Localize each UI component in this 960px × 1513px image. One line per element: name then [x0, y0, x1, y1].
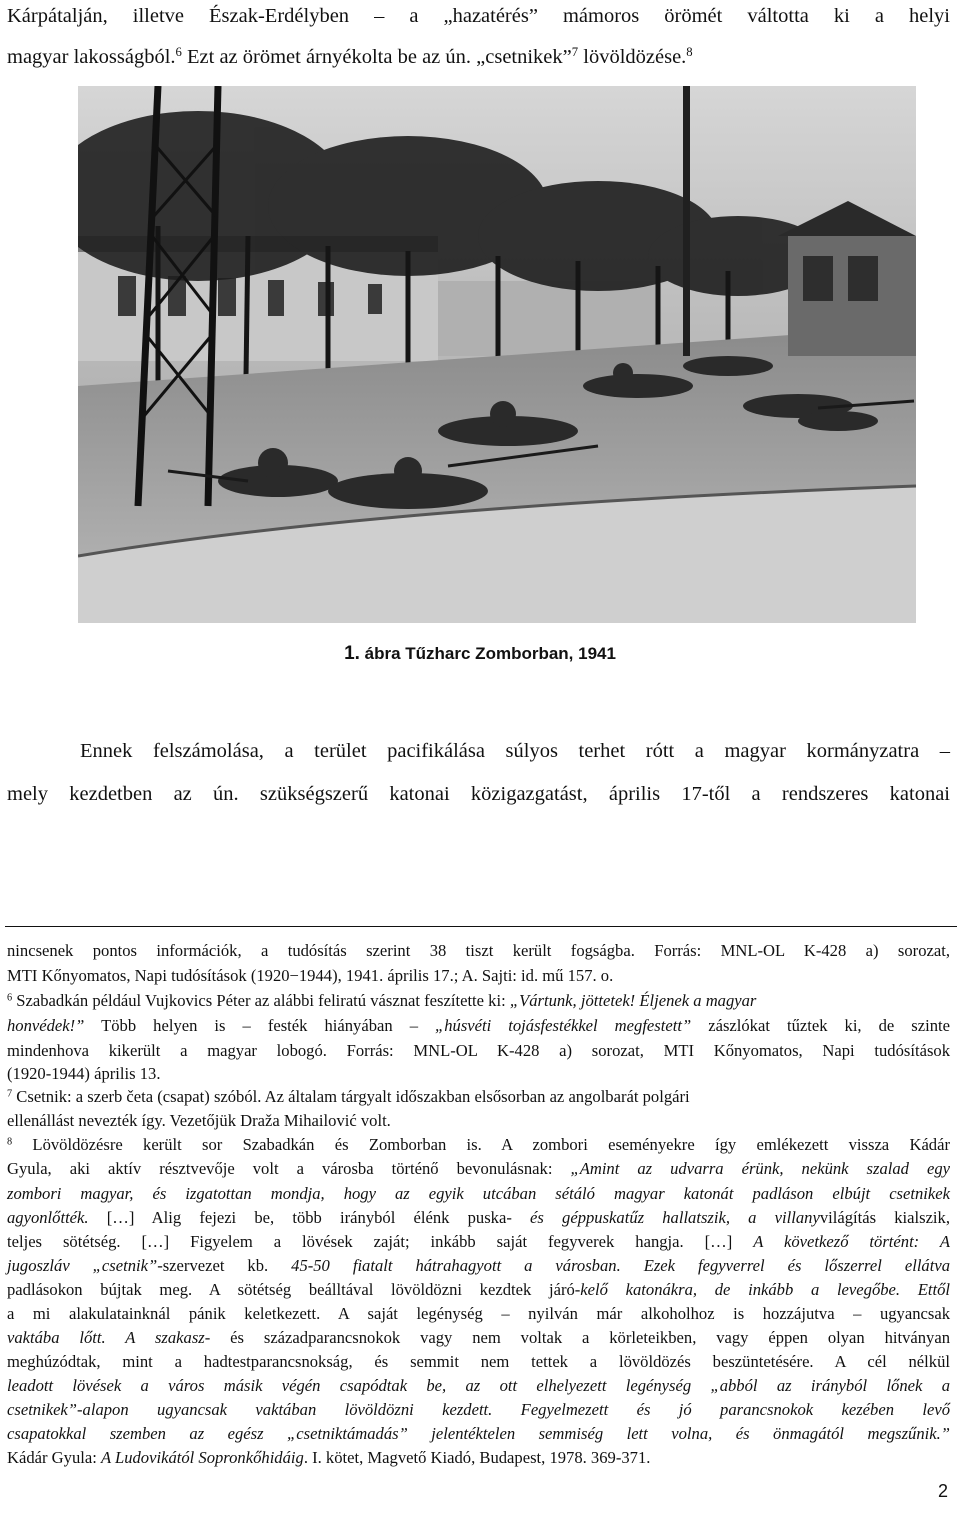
- footnote-ref-7[interactable]: 7: [571, 45, 579, 60]
- page-number: 2: [937, 1481, 948, 1501]
- figure-caption: [0, 642, 960, 666]
- street-battle-photo: [78, 86, 916, 623]
- footnote-number-6: 6: [7, 992, 13, 1004]
- footnote-8-line: agyonlőtték. […] Alig fejezi be, több irányból élénk puska- és géppuskatűz hallatszik, a villanyvilágítás kialszik,: [7, 1208, 950, 1227]
- footnote-8-line: Gyula, aki aktív résztvevője volt a városba történő bevonulásnak: „Amint az udvarra érünk, nekünk szalad egy: [7, 1159, 950, 1178]
- footnote-7-line: ellenállást nevezték így. Vezetőjük Draža Mihailović volt.: [7, 1111, 391, 1130]
- footnote-6-line: $^6$ Szabadkán például Vujkovics Péter az alábbi feliratú vásznat feszítette ki: „Vártunk, jöttetek! Éljenek a magyar: [7, 991, 757, 1010]
- footnote-8-line: $^8$ Lövöldözésre került sor Szabadkán és Zomborban is. A zombori eseményekre így emlékezett vissza Kádár: [7, 1135, 950, 1154]
- footnote-ref-8[interactable]: 8: [686, 45, 693, 60]
- footnote-number-7: 7: [7, 1088, 13, 1100]
- footnote-ref-6[interactable]: 6: [175, 45, 182, 60]
- footnote-7-line: $^7$ Csetnik: a szerb četa (csapat) szóból. Az általam tárgyalt időszakban elsősorban az angolbarát polgári: [7, 1087, 690, 1106]
- footnote-8-line: teljes sötétség. […] Figyelem a lövések zaját; inkább saját fegyverek hangja. […] A következő történt: A: [7, 1232, 950, 1251]
- footnote-8-line: meghúzódtak, mint a hadtestparancsnokság, és semmit nem tettek a lövöldözés beszüntetésére. A cél nélkül: [7, 1352, 950, 1371]
- body-text-line: mely kezdetben az ún. szükségszerű katonai közigazgatást, április 17-től a rendszeres katonai: [7, 783, 950, 805]
- figure-number: 1.: [344, 643, 360, 664]
- footnote-8-line: csetnikek”-alapon ugyancsak vaktában lövöldözni kezdett. Fegyelmezett és jó parancsnokok kezében levő: [7, 1400, 950, 1419]
- footnote-8-line: Kádár Gyula: A Ludovikától Sopronkőhidáig. I. kötet, Magvető Kiadó, Budapest, 1978. 369-371.: [7, 1448, 651, 1467]
- footnote-8-line: a mi alakulatainknál pánik keletkezett. A saját legénység – nyilván már alkoholhoz is hozzájutva – ugyancsak: [7, 1304, 950, 1323]
- footnote-8-line: zombori magyar, és izgatottan mondja, hogy az egyik utcában sétáló magyar katonát padláson elbújt csetnikek: [7, 1184, 950, 1203]
- footnote-line: MTI Kőnyomatos, Napi tudósítások (1920−1944), 1941. április 17.; A. Sajti: id. mű 157. o.: [7, 966, 614, 985]
- footnote-number-8: 8: [7, 1136, 13, 1148]
- footnote-6-line: honvédek!” Több helyen is – festék hiányában – „húsvéti tojásfestékkel megfestett” zászlókat tűztek ki, de szinte: [7, 1016, 950, 1035]
- body-text-line: Kárpátalján, illetve Észak-Erdélyben – a „hazatérés” mámoros örömét váltotta ki a helyi: [7, 5, 950, 27]
- footnote-8-line: vaktába lőtt. A szakasz- és századparancsnokok vagy nem voltak a körleteikben, vagy éppen olyan hitványan: [7, 1328, 951, 1347]
- figure-caption-text: ábra Tűzharc Zomborban, 1941: [359, 644, 616, 663]
- footnote-line: nincsenek pontos információk, a tudósítás szerint 38 tiszt került fogságba. Forrás: MNL-OL K-428 a) sorozat,: [7, 941, 950, 960]
- footnote-6-line: (1920-1944) április 13.: [7, 1064, 161, 1083]
- body-text-line: magyar lakosságból.$^6$ Ezt az örömet árnyékolta be az ún. „csetnikek”$^7$ lövöldözése.$^8$: [7, 45, 693, 68]
- footnote-8-line: jugoszláv „csetnik”-szervezet kb. 45-50 fiatalt hátrahagyott a városban. Ezek fegyverrel és lőszerrel ellátva: [7, 1256, 950, 1275]
- body-text-line: Ennek felszámolása, a terület pacifikálása súlyos terhet rótt a magyar kormányzatra –: [80, 740, 950, 762]
- footnote-8-line: padlásokon bújtak meg. A sötétség beálltával lövöldözni kezdtek járó-kelő katonákra, de inkább a levegőbe. Ettől: [7, 1280, 951, 1299]
- footnote-separator: [5, 926, 957, 927]
- photo-illustration: [78, 86, 916, 623]
- footnote-6-line: mindenhova kikerült a magyar lobogó. Forrás: MNL-OL K-428 a) sorozat, MTI Kőnyomatos, Napi tudósítások: [7, 1041, 950, 1060]
- footnote-8-line: csapatokkal szemben az egész „csetniktámadás” jelentéktelen semmiség lett volna, és önmagától megszűnik.”: [7, 1424, 950, 1443]
- footnote-8-line: leadott lövések a város másik végén csapódtak be, az ott elhelyezett legénység „abból az irányból lőnek a: [7, 1376, 950, 1395]
